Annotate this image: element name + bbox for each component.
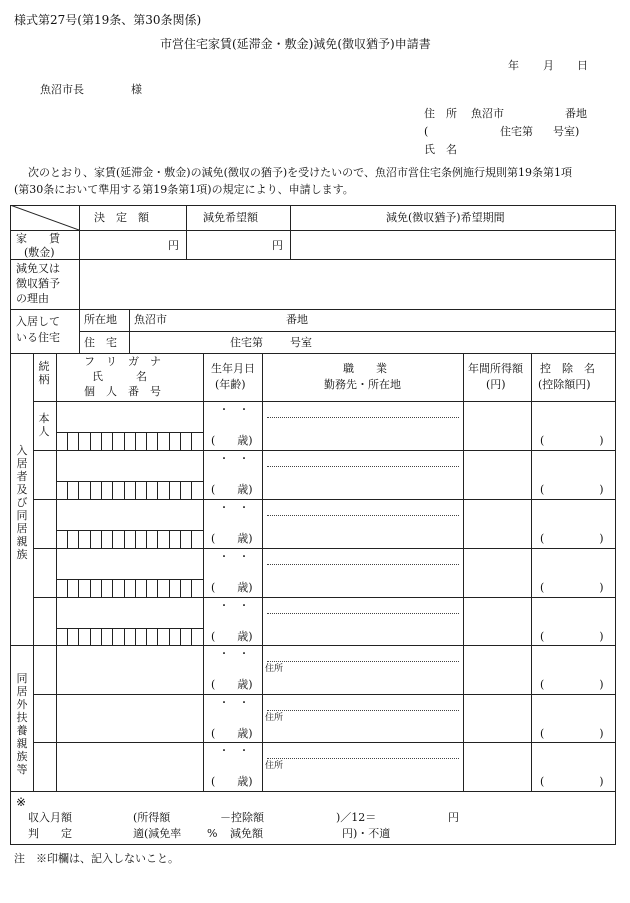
- date-month[interactable]: 月: [543, 59, 554, 72]
- col-decided-amount: 決 定 額: [94, 211, 149, 224]
- my-number-digit-box[interactable]: [90, 580, 91, 597]
- deduction-amount-field[interactable]: ( ): [540, 483, 604, 496]
- footnote: 注 ※印欄は、記入しないこと。: [14, 852, 179, 865]
- age-field[interactable]: ( 歳): [211, 630, 253, 643]
- my-number-digit-box[interactable]: [78, 433, 79, 450]
- col-workplace: 勤務先・所在地: [324, 378, 401, 391]
- my-number-digit-box[interactable]: [191, 629, 192, 646]
- age-field[interactable]: ( 歳): [211, 678, 253, 691]
- col-hope-period: 減免(徴収猶予)希望期間: [386, 211, 505, 224]
- addressee-suffix: 様: [131, 83, 142, 96]
- deduction-amount-field[interactable]: ( ): [540, 775, 604, 788]
- house-label-1: 入居して: [16, 315, 60, 328]
- age-field[interactable]: ( 歳): [211, 532, 253, 545]
- my-number-digit-box[interactable]: [180, 482, 181, 499]
- my-number-digit-box[interactable]: [67, 531, 68, 548]
- age-field[interactable]: ( 歳): [211, 434, 253, 447]
- birth-date-field[interactable]: ・ ・: [219, 601, 249, 612]
- col-income-unit: (円): [486, 378, 506, 391]
- my-number-digit-box[interactable]: [169, 629, 170, 646]
- deduction-amount-field[interactable]: ( ): [540, 434, 604, 447]
- my-number-digit-box[interactable]: [78, 580, 79, 597]
- address-label: 住 所: [424, 107, 457, 120]
- my-number-digit-box[interactable]: [112, 580, 113, 597]
- row-deposit-label: (敷金): [24, 246, 55, 259]
- my-number-digit-box[interactable]: [78, 482, 79, 499]
- my-number-digit-box[interactable]: [124, 482, 125, 499]
- col-birth: 生年月日: [211, 362, 255, 375]
- birth-date-field[interactable]: ・ ・: [219, 746, 249, 757]
- my-number-digit-box[interactable]: [101, 580, 102, 597]
- my-number-digit-box[interactable]: [124, 531, 125, 548]
- age-field[interactable]: ( 歳): [211, 727, 253, 740]
- my-number-digit-box[interactable]: [67, 629, 68, 646]
- intro-line-2: (第30条において準用する第19条第1項)の規定により、申請します。: [14, 183, 354, 196]
- formula-divide: )／12＝: [336, 811, 377, 824]
- intro-line-1: 次のとおり、家賃(延滞金・敷金)の減免(徴収の猶予)を受けたいので、魚沼市営住宅条例施行規則第19条第1項: [28, 166, 572, 179]
- date-year[interactable]: 年: [508, 59, 519, 72]
- house-number-label: 住宅第: [230, 336, 263, 349]
- my-number-digit-box[interactable]: [67, 482, 68, 499]
- form-number: 様式第27号(第19条、第30条関係): [14, 13, 202, 27]
- my-number-digit-box[interactable]: [191, 482, 192, 499]
- yen-decided: 円: [168, 239, 179, 252]
- age-field[interactable]: ( 歳): [211, 581, 253, 594]
- name-label: 氏 名: [424, 143, 457, 156]
- room-label: 号室): [553, 125, 580, 138]
- addressee: 魚沼市長: [40, 83, 84, 96]
- my-number-digit-box[interactable]: [124, 433, 125, 450]
- my-number-digit-box[interactable]: [135, 629, 136, 646]
- col-deduction-amount: (控除額円): [538, 378, 591, 391]
- my-number-digit-box[interactable]: [157, 629, 158, 646]
- my-number-digit-box[interactable]: [90, 433, 91, 450]
- dependent-address-label: 住所: [265, 664, 284, 674]
- deduction-amount-field[interactable]: ( ): [540, 727, 604, 740]
- my-number-digit-box[interactable]: [169, 433, 170, 450]
- judgment-ok[interactable]: 適(減免率: [133, 827, 182, 840]
- reason-label-2: 徴収猶予: [16, 277, 60, 290]
- my-number-digit-box[interactable]: [146, 580, 147, 597]
- col-job: 職 業: [343, 362, 387, 375]
- my-number-digit-box[interactable]: [191, 433, 192, 450]
- my-number-digit-box[interactable]: [157, 531, 158, 548]
- house-label-2: いる住宅: [16, 331, 60, 344]
- deduction-amount-field[interactable]: ( ): [540, 678, 604, 691]
- my-number-digit-box[interactable]: [67, 433, 68, 450]
- col-income: 年間所得額: [468, 362, 523, 375]
- judgment-amount: 減免額: [230, 827, 263, 840]
- birth-date-field[interactable]: ・ ・: [219, 698, 249, 709]
- my-number-digit-box[interactable]: [101, 433, 102, 450]
- relation-self: 本人: [38, 412, 50, 438]
- my-number-digit-box[interactable]: [180, 629, 181, 646]
- birth-date-field[interactable]: ・ ・: [219, 503, 249, 514]
- formula-yen: 円: [448, 811, 459, 824]
- my-number-digit-box[interactable]: [124, 580, 125, 597]
- my-number-digit-box[interactable]: [180, 433, 181, 450]
- my-number-digit-box[interactable]: [180, 531, 181, 548]
- col-hope-amount: 減免希望額: [203, 211, 258, 224]
- my-number-digit-box[interactable]: [135, 580, 136, 597]
- address-banchi: 番地: [565, 107, 587, 120]
- my-number-digit-box[interactable]: [146, 531, 147, 548]
- birth-date-field[interactable]: ・ ・: [219, 454, 249, 465]
- my-number-digit-box[interactable]: [169, 580, 170, 597]
- my-number-digit-box[interactable]: [78, 531, 79, 548]
- reason-label-1: 減免又は: [16, 262, 60, 275]
- my-number-digit-box[interactable]: [124, 629, 125, 646]
- housing-label: 住宅第: [500, 125, 533, 138]
- my-number-digit-box[interactable]: [101, 482, 102, 499]
- judgment-percent: %: [207, 827, 218, 840]
- location-label: 所在地: [84, 313, 117, 326]
- formula-income: (所得額: [133, 811, 171, 824]
- house-type-label: 住 宅: [84, 336, 117, 349]
- col-relation: 続柄: [38, 360, 50, 386]
- row-rent-label: 家 賃: [16, 232, 60, 245]
- housing-paren: (: [424, 125, 429, 138]
- monthly-income-label: 収入月額: [28, 811, 72, 824]
- deduction-amount-field[interactable]: ( ): [540, 581, 604, 594]
- my-number-digit-box[interactable]: [90, 531, 91, 548]
- office-mark: ※: [16, 795, 27, 809]
- form-title: 市営住宅家賃(延滞金・敷金)減免(徴収猶予)申請書: [160, 37, 431, 51]
- my-number-digit-box[interactable]: [112, 531, 113, 548]
- location-city: 魚沼市: [134, 313, 167, 326]
- birth-date-field[interactable]: ・ ・: [219, 405, 249, 416]
- my-number-digit-box[interactable]: [135, 433, 136, 450]
- my-number-digit-box[interactable]: [135, 531, 136, 548]
- age-field[interactable]: ( 歳): [211, 483, 253, 496]
- my-number-digit-box[interactable]: [169, 482, 170, 499]
- col-deduction: 控 除 名: [540, 362, 595, 375]
- col-age: (年齢): [215, 378, 246, 391]
- dependent-address-label: 住所: [265, 713, 284, 723]
- house-room-label: 号室: [290, 336, 312, 349]
- my-number-digit-box[interactable]: [169, 531, 170, 548]
- address-city: 魚沼市: [471, 107, 504, 120]
- my-number-digit-box[interactable]: [112, 629, 113, 646]
- my-number-digit-box[interactable]: [191, 580, 192, 597]
- judgment-label: 判 定: [28, 827, 72, 840]
- birth-date-field[interactable]: ・ ・: [219, 552, 249, 563]
- form-table: [10, 205, 616, 845]
- reason-label-3: の理由: [16, 292, 49, 305]
- my-number-digit-box[interactable]: [112, 433, 113, 450]
- group-resident-family: 入居者及び同居親族: [16, 444, 28, 561]
- dependent-address-label: 住所: [265, 761, 284, 771]
- my-number-digit-box[interactable]: [135, 482, 136, 499]
- my-number-digit-box[interactable]: [112, 482, 113, 499]
- judgment-ng[interactable]: 円)・不適: [342, 827, 391, 840]
- my-number-digit-box[interactable]: [90, 629, 91, 646]
- corner-diagonal: [10, 205, 79, 230]
- my-number-digit-box[interactable]: [90, 482, 91, 499]
- birth-date-field[interactable]: ・ ・: [219, 649, 249, 660]
- deduction-amount-field[interactable]: ( ): [540, 630, 604, 643]
- group-dependents: 同居外扶養親族等: [16, 672, 28, 776]
- col-furigana: フ リ ガ ナ: [84, 355, 161, 368]
- my-number-digit-box[interactable]: [101, 531, 102, 548]
- my-number-digit-box[interactable]: [146, 433, 147, 450]
- my-number-digit-box[interactable]: [157, 482, 158, 499]
- date-day[interactable]: 日: [577, 59, 588, 72]
- yen-hope: 円: [272, 239, 283, 252]
- col-name: 氏 名: [92, 370, 147, 383]
- my-number-digit-box[interactable]: [78, 629, 79, 646]
- col-my-number: 個 人 番 号: [84, 385, 161, 398]
- my-number-digit-box[interactable]: [157, 580, 158, 597]
- location-banchi: 番地: [286, 313, 308, 326]
- my-number-digit-box[interactable]: [180, 580, 181, 597]
- my-number-digit-box[interactable]: [146, 629, 147, 646]
- my-number-digit-box[interactable]: [157, 433, 158, 450]
- my-number-digit-box[interactable]: [146, 482, 147, 499]
- my-number-digit-box[interactable]: [101, 629, 102, 646]
- my-number-digit-box[interactable]: [191, 531, 192, 548]
- age-field[interactable]: ( 歳): [211, 775, 253, 788]
- formula-deduction: －控除額: [220, 811, 264, 824]
- deduction-amount-field[interactable]: ( ): [540, 532, 604, 545]
- my-number-digit-box[interactable]: [67, 580, 68, 597]
